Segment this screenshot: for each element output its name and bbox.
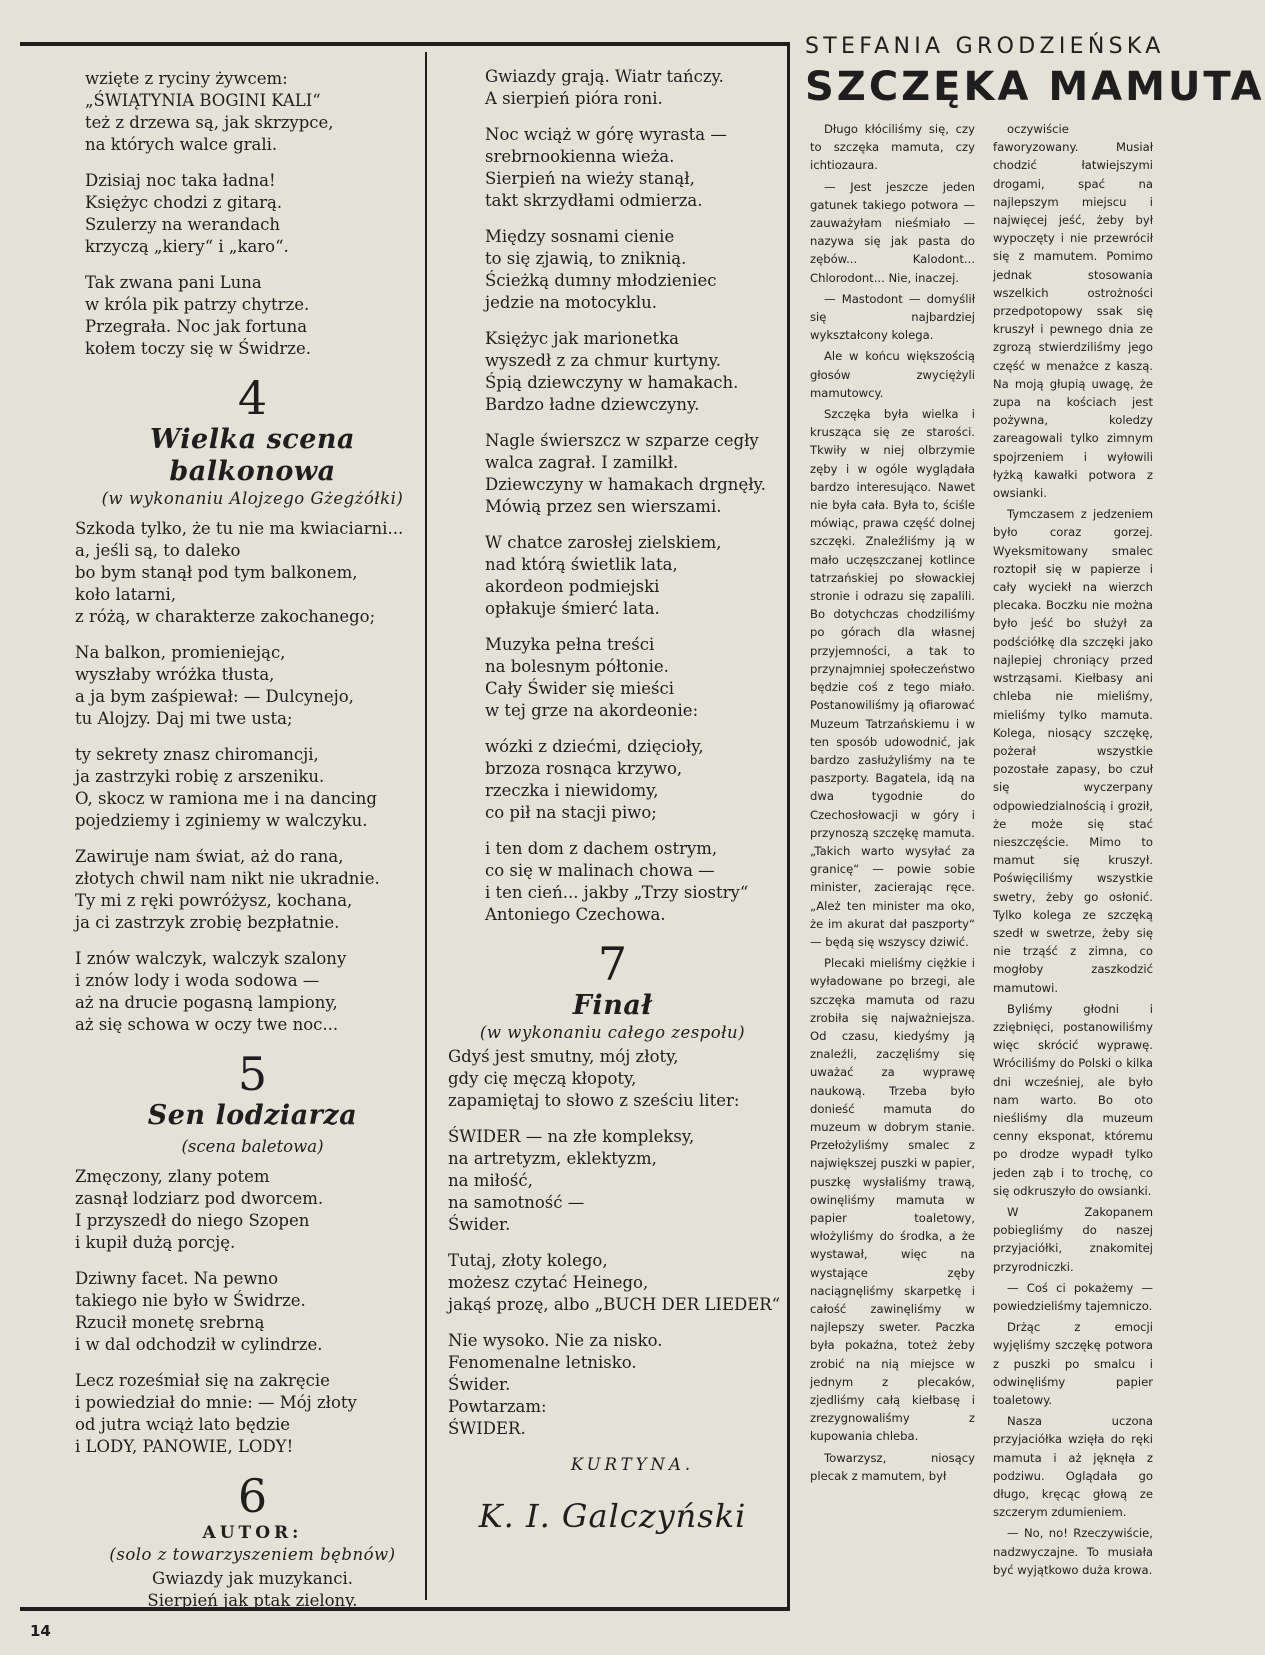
poem-line: możesz czytać Heinego, bbox=[448, 1273, 649, 1292]
article-paragraph: Plecaki mieliśmy ciężkie i wyładowane po brzegi, ale szczęka mamuta od razu zrobiła się najważniejsza. Od czasu, kiedyśmy ją znaleźli, zaczęliśmy się uważać za wyprawę naukową. Trzeba było donieść mamuta do muzeum w dobrym stanie. Przełożyliśmy smalec z największej puszki w papier, puszkę wysłaliśmy trawą, owinęliśmy mamuta w papier toaletowy, włożyliśmy do środka, a że wystawał, więc na wystające zęby naciągnęliśmy skarpetkę i całość zawinęliśmy w najlepszy sweter. Paczka była pokaźna, toteż żeby zrobić na nią miejsce w jednym z plecaków, zjedliśmy całą kiełbasę i zrezygnowaliśmy z kupowania chleba. bbox=[810, 956, 975, 1444]
poem-line: Lecz roześmiał się na zakręcie bbox=[75, 1371, 330, 1390]
poem-line: nad którą świetlik lata, bbox=[485, 555, 678, 574]
poem-line: co pił na stacji piwo; bbox=[485, 803, 657, 822]
poem-line: rzeczka i niewidomy, bbox=[485, 781, 659, 800]
page-number: 14 bbox=[30, 1622, 51, 1640]
poem-line: Przegrała. Noc jak fortuna bbox=[85, 317, 308, 336]
poem-line: tu Alojzy. Daj mi twe usta; bbox=[75, 709, 293, 728]
poem-line: takiego nie było w Świdrze. bbox=[75, 1291, 306, 1310]
poem-line: jakąś prozę, albo „BUCH DER LIEDER“ bbox=[448, 1295, 781, 1314]
poem-line: na artretyzm, eklektyzm, bbox=[448, 1149, 657, 1168]
article-paragraph: Towarzysz, niosący plecak z mamutem, był bbox=[810, 1450, 975, 1483]
poem-line: Świder. bbox=[448, 1375, 511, 1394]
poem-line: Zmęczony, zlany potem bbox=[75, 1167, 270, 1186]
section-subtitle: (w wykonaniu Alojzego Gżegżółki) bbox=[101, 489, 404, 508]
poem-line: i w dal odchodził w cylindrze. bbox=[75, 1335, 323, 1354]
section-title: Finał bbox=[572, 990, 653, 1021]
poem-line: Ścieżką dumny młodzieniec bbox=[485, 271, 717, 290]
poem-line: kołem toczy się w Świdrze. bbox=[85, 339, 311, 358]
poem-line: brzoza rosnąca krzywo, bbox=[485, 759, 683, 778]
poem-line: pojedziemy i zginiemy w walczyku. bbox=[75, 811, 368, 830]
poem-column-2 bbox=[445, 66, 780, 1536]
article-title: SZCZĘKA MAMUTA bbox=[805, 64, 1265, 110]
poem-line: Rzucił monetę srebrną bbox=[75, 1313, 265, 1332]
article-paragraph: Tymczasem z jedzeniem było coraz gorzej. Wyeksmitowany smalec roztopił się w papierze i cały wyciekł na wierzch plecaka. Boczku nie można było jeść bo służył za podściółkę dla szczęki jako najlepiej chroniący przed wstrząsami. Kiełbasy ani chleba nie mieliśmy, mieliśmy tylko mamuta. Kolega, niosący szczękę, pożerał wszystkie pozostałe zapasy, bo czuł się wyczerpany odpowiedzialnością i groził, że może się stać nieszczęście. Mimo to mamut się kruszył. Poświęciliśmy wszystkie swetry, żeby go osłonić. Tylko kolega ze szczęką szedł w swetrze, żeby się nie trząść z zimna, co mogłoby zaszkodzić mamutowi. bbox=[993, 507, 1153, 995]
section-subtitle: (scena baletowa) bbox=[181, 1137, 324, 1156]
section-6 bbox=[85, 1469, 420, 1612]
stanza bbox=[448, 1250, 780, 1316]
poem-line: i LODY, PANOWIE, LODY! bbox=[75, 1437, 294, 1456]
poem-line: Noc wciąż w górę wyrasta — bbox=[485, 125, 727, 144]
poem-line: Powtarzam: bbox=[448, 1397, 547, 1416]
poem-line: Ty mi z ręki powróżysz, kochana, bbox=[75, 891, 353, 910]
article-paragraph: oczywiście faworyzowany. Musiał chodzić łatwiejszymi drogami, spać na najlepszym miejscu i najwięcej jeść, żeby był wypoczęty i nie przewrócił się z mamutem. Pomimo jednak stosowania wszelkich ostrożności przedpotopowy ssak się kruszył i pewnego dnia ze zgrozą stwierdziliśmy jego część w menażce z kaszą. Na moją głupią uwagę, że zupa na kościach jest pożywna, koledzy zareagowali tylko zimnym spojrzeniem i wyłowili łyżką kawałki potwora z owsianki. bbox=[993, 122, 1153, 501]
poem-line: A sierpień pióra roni. bbox=[485, 89, 663, 108]
poem-line: i znów lody i woda sodowa — bbox=[75, 971, 320, 990]
section-title: Wielka scena balkonowa bbox=[149, 424, 356, 487]
article-column-1 bbox=[810, 120, 975, 1488]
stanza bbox=[448, 1126, 780, 1236]
poem-line: Bardzo ładne dziewczyny. bbox=[485, 395, 700, 414]
section-4 bbox=[75, 371, 420, 1036]
box-right-rule bbox=[787, 42, 790, 1611]
poem-line: Gwiazdy grają. Wiatr tańczy. bbox=[485, 67, 724, 86]
stanza bbox=[448, 1046, 780, 1112]
stanza bbox=[485, 66, 780, 110]
poem-line: Tutaj, złoty kolego, bbox=[448, 1251, 608, 1270]
poem-line: I znów walczyk, walczyk szalony bbox=[75, 949, 347, 968]
stanza bbox=[75, 744, 420, 832]
section-stanzas bbox=[75, 1166, 420, 1458]
poem-line: ŚWIDER. bbox=[448, 1419, 526, 1438]
poem-line: bo bym stanął pod tym balkonem, bbox=[75, 563, 358, 582]
section-title: Sen lodziarza bbox=[147, 1100, 358, 1131]
poem-line: Tak zwana pani Luna bbox=[85, 273, 262, 292]
stanza bbox=[75, 1166, 420, 1254]
poem-line: ty sekrety znasz chiromancji, bbox=[75, 745, 319, 764]
poem-line: aż się schowa w oczy twe noc... bbox=[75, 1015, 339, 1034]
section-lines bbox=[85, 1568, 420, 1612]
poem-line: krzyczą „kiery“ i „karo“. bbox=[85, 237, 289, 256]
poem-line: i kupił dużą porcję. bbox=[75, 1233, 236, 1252]
poem-line: Mówią przez sen wierszami. bbox=[485, 497, 722, 516]
article-paragraph: Byliśmy głodni i zziębnięci, postanowiliśmy więc skrócić wyprawę. Wróciliśmy do Polski o kilka dni wcześniej, ale było nam warto. Bo oto nieśliśmy dla muzeum cenny eksponat, któremu po drodze wypadł tylko jeden ząb i to trochę, co się odkruszyło do owsianki. bbox=[993, 1001, 1153, 1198]
section-7 bbox=[445, 937, 781, 1536]
poem-line: w króla pik patrzy chytrze. bbox=[85, 295, 310, 314]
stanza bbox=[448, 1330, 780, 1440]
section-number: 6 bbox=[237, 1469, 268, 1523]
poem-signature: K. I. Galczyński bbox=[478, 1497, 747, 1535]
poem-line: Na balkon, promieniejąc, bbox=[75, 643, 286, 662]
article-column-2 bbox=[993, 120, 1153, 1582]
poem-line: Antoniego Czechowa. bbox=[485, 905, 666, 924]
section-stanzas bbox=[448, 1046, 780, 1440]
poem-line: Dziwny facet. Na pewno bbox=[75, 1269, 279, 1288]
article-paragraph: W Zakopanem pobiegliśmy do naszej przyjaciółki, znakomitej przyrodniczki. bbox=[993, 1204, 1153, 1274]
poem-line: i powiedział do mnie: — Mój złoty bbox=[75, 1393, 357, 1412]
curtain-text: KURTYNA. bbox=[570, 1455, 695, 1474]
poem-line: wózki z dziećmi, dzięcioły, bbox=[485, 737, 704, 756]
poem-line: jedzie na motocyklu. bbox=[485, 293, 657, 312]
stanza bbox=[75, 518, 420, 628]
poem-line: aż na drucie pogasną lampiony, bbox=[75, 993, 338, 1012]
poem-line: na samotność — bbox=[448, 1193, 585, 1212]
poem-line: akordeon podmiejski bbox=[485, 577, 660, 596]
poem-line: Sierpień na wieży stanął, bbox=[485, 169, 695, 188]
stanza bbox=[485, 736, 780, 824]
article-paragraph: Drżąc z emocji wyjęliśmy szczękę potwora z puszki po smalcu i odwinęliśmy papier toaletowy. bbox=[993, 1320, 1153, 1408]
article-paragraph: — Jest jeszcze jeden gatunek takiego potwora — zauważyłam nieśmiało — nazywa się jak pasta do zębów... Kalodont... Chlorodont... Nie, inaczej. bbox=[810, 179, 975, 285]
poem-line: koło latarni, bbox=[75, 585, 177, 604]
poem-line: wyszłaby wróżka tłusta, bbox=[75, 665, 275, 684]
stanza bbox=[75, 1268, 420, 1356]
section-subtitle: (w wykonaniu całego zespołu) bbox=[479, 1023, 746, 1042]
stanza bbox=[75, 846, 420, 934]
section-number: 4 bbox=[237, 371, 268, 425]
stanza bbox=[485, 328, 780, 416]
stanza bbox=[85, 272, 420, 360]
poem-line: a, jeśli są, to daleko bbox=[75, 541, 241, 560]
poem-line: Sierpień jak ptak zielony. bbox=[147, 1591, 358, 1610]
poem-line: „ŚWIĄTYNIA BOGINI KALI“ bbox=[85, 91, 321, 110]
article-paragraph: Długo kłóciliśmy się, czy to szczęka mamuta, czy ichtiozaura. bbox=[810, 122, 975, 173]
poem-line: Dziewczyny w hamakach drgnęły. bbox=[485, 475, 766, 494]
poem-line: i ten dom z dachem ostrym, bbox=[485, 839, 718, 858]
poem-line: Fenomenalne letnisko. bbox=[448, 1353, 637, 1372]
section-stanzas bbox=[75, 518, 420, 1036]
poem-line: na których walce grali. bbox=[85, 135, 278, 154]
poem-line: w tej grze na akordeonie: bbox=[485, 701, 699, 720]
poem-line: Nie wysoko. Nie za nisko. bbox=[448, 1331, 663, 1350]
section-number: 5 bbox=[237, 1047, 268, 1101]
poem-line: wyszedł z za chmur kurtyny. bbox=[485, 351, 721, 370]
poem-line: Nagle świerszcz w szparze cegły bbox=[485, 431, 759, 450]
stanza bbox=[485, 124, 780, 212]
poem-line: Świder. bbox=[448, 1215, 511, 1234]
section-number: 7 bbox=[597, 937, 628, 991]
stanza bbox=[75, 948, 420, 1036]
article-paragraph: Ale w końcu większością głosów zwyciężyli mamutowcy. bbox=[810, 349, 975, 400]
poem-line: takt skrzydłami odmierza. bbox=[485, 191, 703, 210]
section-5 bbox=[75, 1047, 420, 1458]
poem-line: Dzisiaj noc taka ładna! bbox=[85, 171, 276, 190]
stanza bbox=[485, 226, 780, 314]
poem-line: O, skocz w ramiona me i na dancing bbox=[75, 789, 377, 808]
poem-line: Szulerzy na werandach bbox=[85, 215, 281, 234]
article-paragraph: Nasza uczona przyjaciółka wzięła do ręki mamuta i aż jęknęła z podziwu. Oglądała go długo, kręcąc głową ze szczerym zdumieniem. bbox=[993, 1414, 1153, 1520]
poem-line: złotych chwil nam nikt nie ukradnie. bbox=[75, 869, 380, 888]
article-paragraph: — No, no! Rzeczywiście, nadzwyczajne. To musiała być wyjątkowo duża krowa. bbox=[993, 1526, 1153, 1577]
poem-line: W chatce zarosłej zielskiem, bbox=[485, 533, 722, 552]
poem-line: też z drzewa są, jak skrzypce, bbox=[85, 113, 334, 132]
poem-line: na bolesnym półtonie. bbox=[485, 657, 669, 676]
stanza bbox=[75, 642, 420, 730]
poem-line: Muzyka pełna treści bbox=[485, 635, 655, 654]
poem-line: opłakuje śmierć lata. bbox=[485, 599, 660, 618]
poem-stanzas-top bbox=[85, 68, 420, 360]
stanza bbox=[85, 170, 420, 258]
poem-line: wzięte z ryciny żywcem: bbox=[85, 69, 288, 88]
poem-line: ŚWIDER — na złe kompleksy, bbox=[448, 1127, 695, 1146]
stanza bbox=[75, 1370, 420, 1458]
poem-stanzas-top bbox=[485, 66, 780, 926]
top-rule bbox=[20, 42, 790, 46]
poem-line: co się w malinach chowa — bbox=[485, 861, 715, 880]
poem-line: Księżyc jak marionetka bbox=[485, 329, 679, 348]
article-author: STEFANIA GRODZIEŃSKA bbox=[805, 34, 1165, 59]
stanza bbox=[485, 430, 780, 518]
section-subtitle: (solo z towarzyszeniem bębnów) bbox=[109, 1545, 396, 1564]
poem-line: Gwiazdy jak muzykanci. bbox=[152, 1569, 353, 1588]
poem-line: zapamiętaj to słowo z sześciu liter: bbox=[448, 1091, 740, 1110]
poem-line: a ja bym zaśpiewał: — Dulcynejo, bbox=[75, 687, 354, 706]
stanza bbox=[485, 532, 780, 620]
article-paragraph: — Coś ci pokażemy — powiedzieliśmy tajemniczo. bbox=[993, 1280, 1153, 1313]
poem-line: I przyszedł do niego Szopen bbox=[75, 1211, 310, 1230]
poem-line: i ten cień... jakby „Trzy siostry“ bbox=[485, 883, 749, 902]
poem-line: z różą, w charakterze zakochanego; bbox=[75, 607, 376, 626]
poem-line: Cały Świder się mieści bbox=[485, 679, 674, 698]
poem-line: srebrnookienna wieża. bbox=[485, 147, 675, 166]
column-divider bbox=[425, 52, 427, 1600]
poem-column-1 bbox=[75, 68, 420, 1612]
stanza bbox=[85, 68, 420, 156]
article-paragraph: — Mastodont — domyślił się najbardziej wykształcony kolega. bbox=[810, 291, 975, 343]
poem-line: Zawiruje nam świat, aż do rana, bbox=[75, 847, 344, 866]
article-paragraph: Szczęka była wielka i krusząca się ze starości. Tkwiły w niej olbrzymie zęby i w ogóle wyglądała bardzo interesująco. Nawet nie była cała. Była to, ściśle mówiąc, prawa część dolnej szczęki. Znaleźliśmy ją w mało uczęszczanej kotlince tatrzańskiej po słowackiej stronie i odrazu się zapalili. Bo dotychczas chodziliśmy po górach dla własnej przyjemności, a tak to przynajmniej społeczeństwo będzie coś z tego miało. Postanowiliśmy ją ofiarować Muzeum Tatrzańskiemu i w ten sposób udowodnić, jak bardzo zasłużyliśmy na te paszporty. Bagatela, idą na dwa tygodnie do Czechosłowacji w góry i przynoszą szczękę mamuta. „Takich warto wysyłać za granicę“ — powie sobie minister, zacierając ręce. „Ależ ten minister ma oko, że im akurat dał paszporty“ — będą się wszyscy dziwić. bbox=[810, 407, 975, 949]
poem-line: gdy cię męczą kłopoty, bbox=[448, 1069, 637, 1088]
poem-line: Szkoda tylko, że tu nie ma kwiaciarni... bbox=[75, 519, 404, 538]
poem-line: Gdyś jest smutny, mój złoty, bbox=[448, 1047, 679, 1066]
poem-line: walca zagrał. I zamilkł. bbox=[485, 453, 679, 472]
poem-line: Śpią dziewczyny w hamakach. bbox=[485, 373, 739, 392]
stanza bbox=[485, 634, 780, 722]
poem-line: ja zastrzyki robię z arszeniku. bbox=[75, 767, 325, 786]
poem-line: od jutra wciąż lato będzie bbox=[75, 1415, 291, 1434]
poem-line: na miłość, bbox=[448, 1171, 533, 1190]
poem-line: Między sosnami cienie bbox=[485, 227, 675, 246]
poem-line: Księżyc chodzi z gitarą. bbox=[85, 193, 283, 212]
poem-line: zasnął lodziarz pod dworcem. bbox=[75, 1189, 324, 1208]
section-heading: AUTOR: bbox=[202, 1523, 303, 1543]
poem-line: to się zjawią, to zniknią. bbox=[485, 249, 687, 268]
stanza bbox=[485, 838, 780, 926]
poem-line: ja ci zastrzyk zrobię bezpłatnie. bbox=[75, 913, 340, 932]
